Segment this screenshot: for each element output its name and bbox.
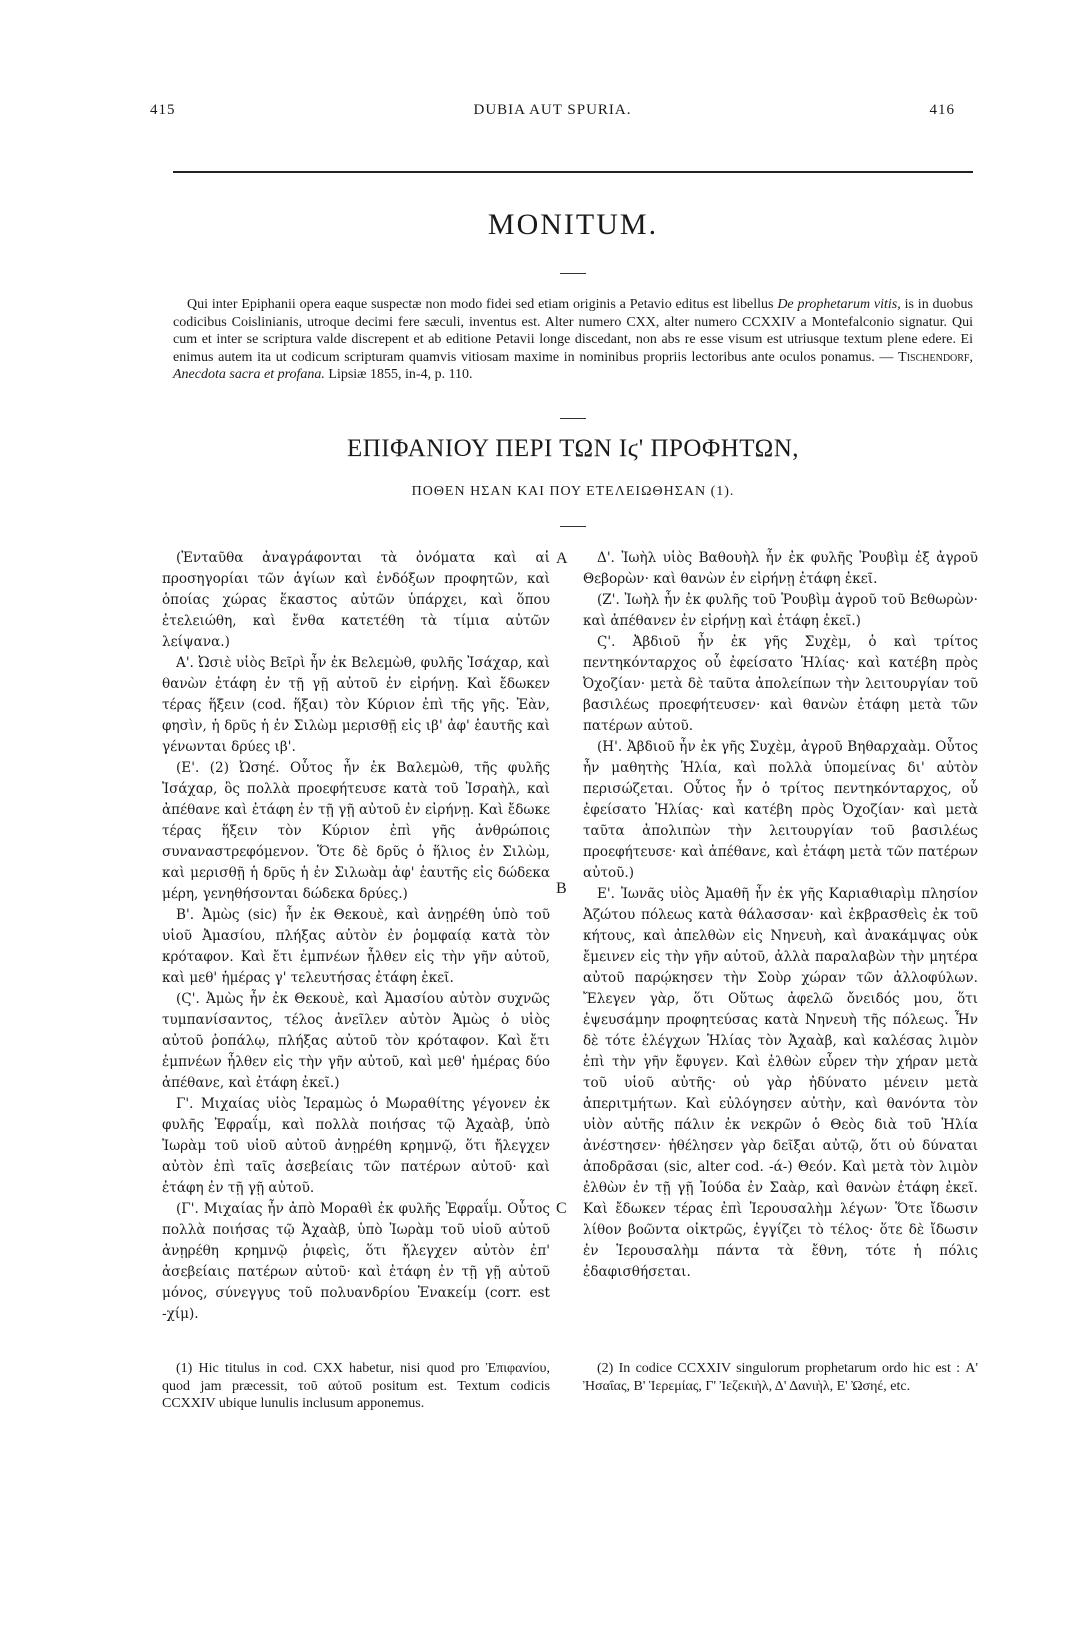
header-rule bbox=[173, 171, 973, 173]
separator-dash bbox=[560, 418, 586, 419]
right-paragraph: Ε'. Ἰωνᾶς υἱὸς Ἀμαθῆ ἦν ἐκ γῆς Καριαθιαρὶμ πλησίον Ἀζώτου πόλεως κατὰ θάλασσαν· καὶ ἐκβρασθεὶς ἐκ τοῦ κήτους, καὶ ἀπελθὼν εἰς Νηνευὴ, καὶ ἀνακάμψας οὐκ ἔμεινεν εἰς τὴν γῆν αὐτοῦ, ἀλλὰ παραλαβὼν τὴν μητέρα αὐτοῦ παρῴκησεν τὴν Σοὺρ χώραν τῶν ἀλλοφύλων. Ἔλεγεν γὰρ, ὅτι Οὕτως ἀφελῶ ὄνειδός μου, ὅτι ἐψευσάμην προφητεύσας κατὰ Νηνευὴ τῆς πόλεως. Ἦν δὲ τότε ἐλέγχων Ἡλίας τὸν Ἀχαὰβ, καὶ καλέσας λιμὸν ἐπὶ τὴν γῆν ἔφυγεν. Καὶ ἐλθὼν εὗρεν τὴν χήραν μετὰ τοῦ υἱοῦ αὐτῆς· οὐ γὰρ ἠδύνατο μένειν μετὰ ἀπεριτμήτων. Καὶ εὐλόγησεν αὐτὴν, καὶ θανόντα τὸν υἱὸν αὐτῆς πάλιν ἐκ νεκρῶν ὁ Θεὸς διὰ τοῦ Ἡλία ἀνέστησεν· ἠθέλησεν γὰρ δεῖξαι αὐτῷ, ὅτι οὐ δύναται ἀποδρᾶσαι (sic, alter cod. -ά-) Θεόν. Καὶ μετὰ τὸν λιμὸν ἐλθὼν ἐν τῇ γῇ Ἰούδα ἐν Σαὰρ, καὶ θανὼν ἐτάφη ἐκεῖ. Καὶ ἔδωκεν τέρας ἐπὶ Ἱερουσαλὴμ λέγων· Ὅτε ἴδωσιν λίθον βοῶντα οἰκτρῶς, ἐγγίζει τὸ τέλος· ὅτε δὲ ἴδωσιν ἐν Ἱερουσαλὴμ πάντα τὰ ἔθνη, τότε ἡ πόλις ἐδαφισθήσεται. bbox=[583, 886, 978, 1280]
margin-letter-c: C bbox=[556, 1200, 567, 1217]
monitum-title: MONITUM. bbox=[487, 208, 659, 241]
left-paragraph: Β'. Ἀμὼς (sic) ἦν ἐκ Θεκουὲ, καὶ ἀνῃρέθη ὑπὸ τοῦ υἱοῦ Ἀμασίου, πλήξας αὐτὸν ἐν ῥομφαίᾳ κατὰ τὸν κρόταφον. Καὶ ἔτι ἐμπνέων ἦλθεν εἰς τὴν γῆν αὐτοῦ, καὶ μεθ' ἡμέρας γ' τελευτήσας ἐτάφη ἐκεῖ. bbox=[162, 907, 550, 986]
monitum-text-2: is in duobus codicibus Coislinianis, utroque decimi fere sæculi, inventus est. Alter numero CXX, alter numero CCXXIV a Montefalconio signatur. Qui cum et inter se scriptura valde discrepent et ab editione Petavii longe discedant, non abs re esse visum est utriusque textum plene edere. Ei enimus autem ita ut codicum scripturam quamvis vitiosam maxime in nominibus propriis lectoribus ante oculos ponamus. — bbox=[173, 297, 973, 365]
left-column bbox=[162, 548, 550, 1325]
monitum-paragraph bbox=[173, 296, 973, 384]
footnote-1: (1) Hic titulus in cod. CXX habetur, nisi quod pro Ἐπιφανίου, quod jam præcessit, τοῦ αὐτοῦ positum est. Textum codicis CCXXIV ubique lunulis inclusum apponemus. bbox=[162, 1361, 550, 1411]
footnote-left bbox=[162, 1360, 550, 1413]
separator-dash bbox=[560, 526, 586, 527]
footnote-2: (2) In codice CCXXIV singulorum prophetarum ordo hic est : Α' Ἠσαΐας, Β' Ἱερεμίας, Γ' Ἰεζεκιὴλ, Δ' Δανιὴλ, Ε' Ὠσηέ, etc. bbox=[583, 1361, 978, 1394]
margin-letter-b: B bbox=[556, 880, 567, 897]
left-paragraph: (Ε'. (2) Ὠσηέ. Οὗτος ἦν ἐκ Βαλεμὼθ, τῆς φυλῆς Ἰσάχαρ, ὃς πολλὰ προεφήτευσε κατὰ τοῦ Ἰσραὴλ, καὶ ἀπέθανε καὶ ἐτάφη ἐν τῇ γῇ αὐτοῦ ἐν εἰρήνῃ. Καὶ ἔδωκε τέρας ἥξειν τὸν Κύριον ἐπὶ γῆς ἀνθρώποις συναναστρεφόμενον. Ὅτε δὲ δρῦς ὁ ἥλιος ἐν Σιλὼμ, καὶ μερισθῇ ἡ δρῦς ἡ ἐν Σιλωὰμ ἀφ' ἑαυτῆς εἰς δώδεκα μέρη, γενηθήσονται δώδεκα δρύες.) bbox=[162, 760, 550, 902]
greek-title: ΕΠΙΦΑΝΙΟΥ ΠΕΡΙ ΤΩΝ Ιϛ' ΠΡΟΦΗΤΩΝ, bbox=[346, 435, 800, 462]
right-paragraph: Δ'. Ἰωὴλ υἱὸς Βαθουὴλ ἦν ἐκ φυλῆς Ῥουβὶμ ἐξ ἀγροῦ Θεβορὼν· καὶ θανὼν ἐν εἰρήνῃ ἐτάφη ἐκεῖ. bbox=[583, 550, 978, 587]
left-paragraph: (Γ'. Μιχαίας ἦν ἀπὸ Μοραθὶ ἐκ φυλῆς Ἐφραΐμ. Οὗτος πολλὰ ποιήσας τῷ Ἀχαὰβ, ὑπὸ Ἰωρὰμ τοῦ υἱοῦ αὐτοῦ ἀνῃρέθη κρημνῷ ῥιφεὶς, ὅτι ἤλεγχεν αὐτὸν ἐπ' ἀσεβείαις πατέρων αὐτοῦ· καὶ ἐτάφη ἐν τῇ γῇ αὐτοῦ μόνος, σύνεγγυς τοῦ πολυανδρίου Ἐνακείμ (corr. est -χίμ). bbox=[162, 1201, 550, 1322]
monitum-author: Tischendorf, bbox=[898, 349, 973, 365]
right-column bbox=[583, 548, 978, 1283]
right-paragraph: Ϛ'. Ἀβδιοῦ ἦν ἐκ γῆς Συχὲμ, ὁ καὶ τρίτος πεντηκόνταρχος οὗ ἐφείσατο Ἡλίας· καὶ κατέβη πρὸς Ὀχοζίαν· μετὰ δὲ ταῦτα ἀπολείπων τὴν λειτουργίαν τοῦ βασιλέως προεφήτευσεν· καὶ θανὼν ἐτάφη μετὰ τῶν πατέρων αὐτοῦ. bbox=[583, 634, 978, 734]
right-paragraph: (Η'. Ἀβδιοῦ ἦν ἐκ γῆς Συχὲμ, ἀγροῦ Βηθαρχαὰμ. Οὗτος ἦν μαθητὴς Ἡλία, καὶ πολλὰ ὑπομείνας δι' αὐτὸν περισώζεται. Οὗτος ἦν ὁ τρίτος πεντηκόνταρχος, οὗ ἐφείσατο Ἡλίας· καὶ κατέβη πρὸς Ὀχοζίαν· καὶ μετὰ ταῦτα ἀπολιπὼν τὴν λειτουργίαν τοῦ βασιλέως προεφήτευσε· καὶ ἀπέθανε, καὶ ἐτάφη μετὰ τῶν πατέρων αὐτοῦ.) bbox=[583, 739, 978, 881]
left-paragraph: (Ϛ'. Ἀμὼς ἦν ἐκ Θεκουὲ, καὶ Ἀμασίου αὐτὸν συχνῶς τυμπανίσαντος, τέλος ἀνεῖλεν αὐτὸν Ἀμὼς ὁ υἱὸς αὐτοῦ ῥοπάλῳ, πλήξας αὐτοῦ τὸν κρόταφον. Καὶ ἔτι ἐμπνέων ἦλθεν εἰς τὴν γῆν αὐτοῦ, καὶ μεθ' ἡμέρας δύο ἀπέθανε, καὶ ἐτάφη ἐκεῖ.) bbox=[162, 991, 550, 1091]
greek-subtitle: ΠΟΘΕΝ ΗΣΑΝ ΚΑΙ ΠΟΥ ΕΤΕΛΕΙΩΘΗΣΑΝ (1). bbox=[411, 484, 735, 499]
left-paragraph: Γ'. Μιχαίας υἱὸς Ἰεραμὼς ὁ Μωραθίτης γέγονεν ἐκ φυλῆς Ἐφραΐμ, καὶ πολλὰ ποιήσας τῷ Ἀχαὰβ, ὑπὸ Ἰωρὰμ τοῦ υἱοῦ αὐτοῦ ἀνῃρέθη κρημνῷ, ὅτι ἤλεγχεν αὐτὸν ἐπὶ ταῖς ἀσεβείαις τῶν πατέρων αὐτοῦ· καὶ ἐτάφη ἐν τῇ γῇ αὐτοῦ. bbox=[162, 1096, 550, 1196]
left-paragraph: Α'. Ὠσιὲ υἱὸς Βεῖρὶ ἦν ἐκ Βελεμὼθ, φυλῆς Ἰσάχαρ, καὶ θανὼν ἐτάφη ἐν τῇ γῇ αὐτοῦ ἐν εἰρήνῃ. Καὶ ἔδωκεν τέρας ἥξειν (cod. ἥξαι) τὸν Κύριον ἐπὶ τῆς γῆς. Ἐὰν, φησὶν, ἡ δρῦς ἡ ἐν Σιλὼμ μερισθῇ εἰς ιβ' ἀφ' ἑαυτῆς καὶ γένωνται δρύες ιβ'. bbox=[162, 655, 550, 755]
page-number-right: 416 bbox=[929, 102, 955, 118]
page-number-left: 415 bbox=[150, 102, 176, 118]
running-title: DUBIA AUT SPURIA. bbox=[473, 102, 632, 118]
monitum-text-1: Qui inter Epiphanii opera eaque suspectæ non modo fidei sed etiam originis a Petavio editus est libellus bbox=[187, 297, 778, 312]
margin-letter-a: A bbox=[556, 550, 568, 567]
separator-dash bbox=[560, 273, 586, 274]
right-paragraph: (Ζ'. Ἰωὴλ ἦν ἐκ φυλῆς τοῦ Ῥουβὶμ ἀγροῦ τοῦ Βεθωρὼν· καὶ ἀπέθανεν ἐν εἰρήνῃ καὶ ἐτάφη ἐκεῖ.) bbox=[583, 592, 978, 629]
monitum-work: Anecdota sacra et profana. bbox=[173, 367, 325, 382]
monitum-imprint: Lipsiæ 1855, in-4, p. 110. bbox=[328, 367, 473, 382]
monitum-italic-title: De prophetarum vitis, bbox=[777, 297, 901, 312]
footnote-right bbox=[583, 1360, 978, 1395]
left-paragraph: (Ἐνταῦθα ἀναγράφονται τὰ ὀνόματα καὶ αἱ προσηγορίαι τῶν ἁγίων καὶ ἐνδόξων προφητῶν, καὶ ὁποίας χώρας ἕκαστος αὐτῶν ὑπάρχει, καὶ ὅπου ἐτελειώθη, καὶ ἔνθα κατετέθη τὰ τίμια αὐτῶν λείψανα.) bbox=[162, 550, 550, 650]
running-head bbox=[150, 102, 955, 124]
